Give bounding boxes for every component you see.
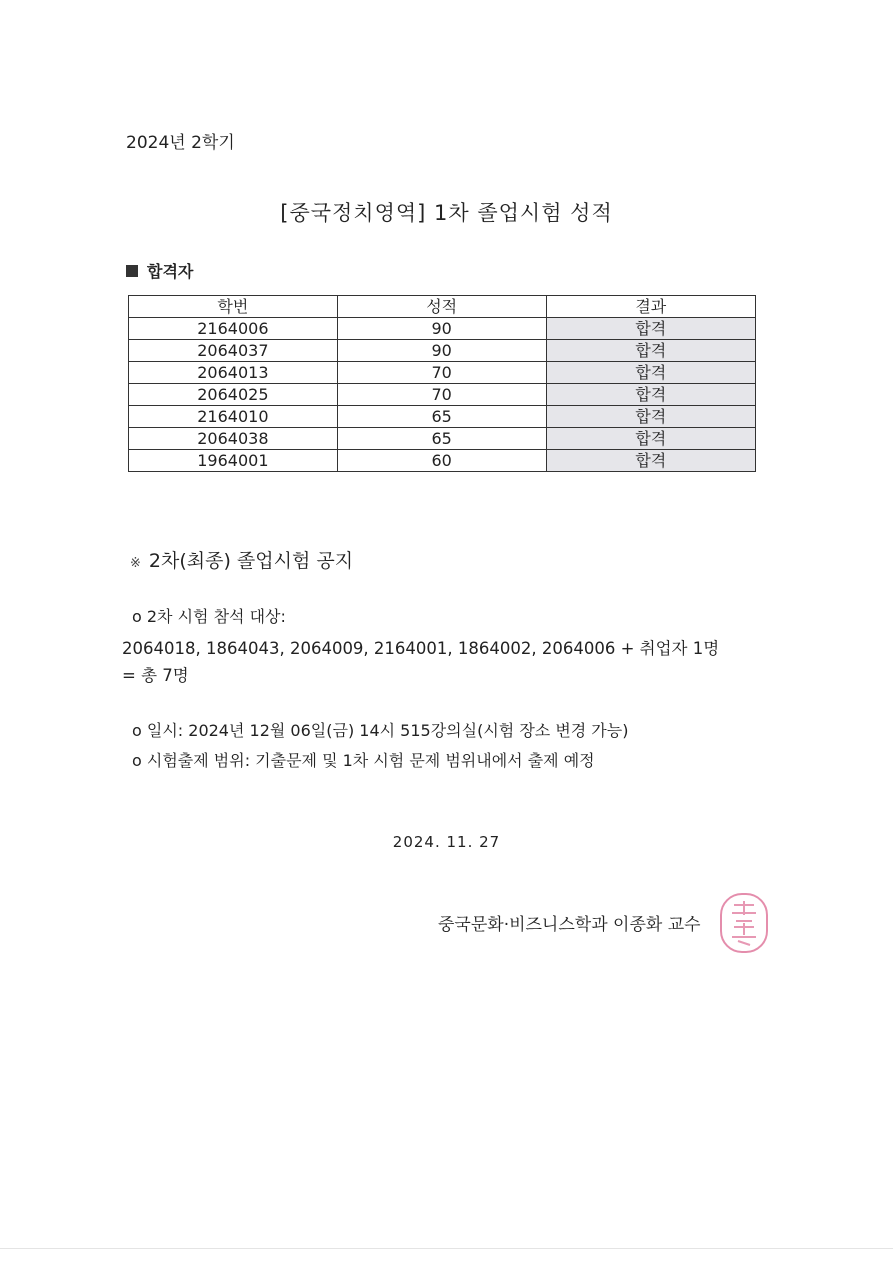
- score-cell: 90: [337, 318, 546, 340]
- header-student-id: 학번: [129, 296, 338, 318]
- result-cell: 합격: [546, 428, 755, 450]
- table-row: [129, 362, 756, 384]
- table-row: [129, 406, 756, 428]
- attendees-total: = 총 7명: [122, 666, 189, 685]
- table-header-row: [129, 296, 756, 318]
- student-id-cell: 2064025: [129, 384, 338, 406]
- result-cell: 합격: [546, 406, 755, 428]
- notice-heading-text: 2차(최종) 졸업시험 공지: [148, 550, 354, 572]
- result-cell: 합격: [546, 340, 755, 362]
- score-cell: 90: [337, 340, 546, 362]
- table-row: [129, 318, 756, 340]
- exam-scope: o 시험출제 범위: 기출문제 및 1차 시험 문제 범위내에서 출제 예정: [132, 751, 595, 770]
- signature-line: 중국문화·비즈니스학과 이종화 교수: [438, 915, 701, 935]
- score-cell: 65: [337, 406, 546, 428]
- attendees-label: o 2차 시험 참석 대상:: [132, 607, 286, 626]
- issue-date: 2024. 11. 27: [392, 833, 501, 851]
- student-id-cell: 2064013: [129, 362, 338, 384]
- seal-stamp-graphic: [722, 895, 766, 951]
- semester-label: 2024년 2학기: [126, 133, 235, 153]
- results-table: [128, 295, 756, 472]
- seal-stamp-icon: [720, 893, 768, 953]
- exam-schedule: o 일시: 2024년 12월 06일(금) 14시 515강의실(시험 장소 변경 가능): [132, 721, 629, 740]
- student-id-cell: 2164006: [129, 318, 338, 340]
- score-cell: 60: [337, 450, 546, 472]
- notice-heading: [130, 546, 353, 573]
- passed-section-heading: [126, 259, 193, 282]
- header-score: 성적: [337, 296, 546, 318]
- score-cell: 70: [337, 384, 546, 406]
- result-cell: 합격: [546, 450, 755, 472]
- attendees-list: 2064018, 1864043, 2064009, 2164001, 1864002, 2064006 + 취업자 1명: [122, 639, 720, 658]
- header-result: 결과: [546, 296, 755, 318]
- score-cell: 65: [337, 428, 546, 450]
- student-id-cell: 2164010: [129, 406, 338, 428]
- table-row: [129, 384, 756, 406]
- score-cell: 70: [337, 362, 546, 384]
- reference-mark-icon: ※: [130, 556, 141, 571]
- document-title: [중국정치영역] 1차 졸업시험 성적: [280, 201, 613, 225]
- passed-section-label: 합격자: [147, 262, 194, 281]
- result-cell: 합격: [546, 318, 755, 340]
- table-row: [129, 450, 756, 472]
- page-bottom-divider: [0, 1248, 893, 1249]
- student-id-cell: 2064037: [129, 340, 338, 362]
- result-cell: 합격: [546, 384, 755, 406]
- square-bullet-icon: [126, 265, 138, 277]
- result-cell: 합격: [546, 362, 755, 384]
- student-id-cell: 1964001: [129, 450, 338, 472]
- table-row: [129, 340, 756, 362]
- table-row: [129, 428, 756, 450]
- student-id-cell: 2064038: [129, 428, 338, 450]
